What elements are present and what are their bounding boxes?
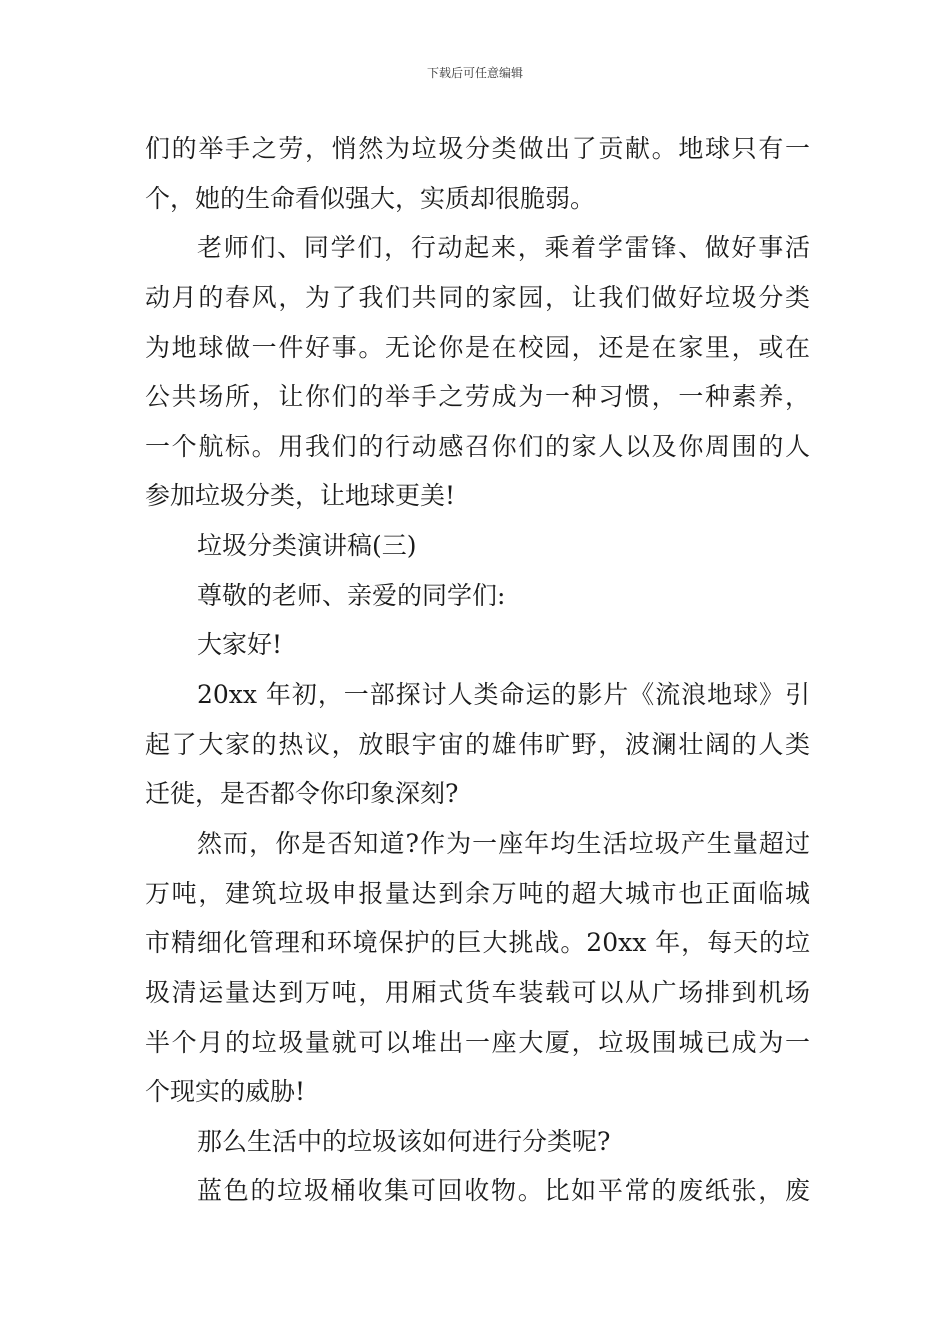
text-line: 们的举手之劳，悄然为垃圾分类做出了贡献。地球只有一 bbox=[145, 134, 810, 163]
text-line: 市精细化管理和环境保护的巨大挑战。20xx 年，每天的垃 bbox=[145, 928, 810, 958]
text-line: 那么生活中的垃圾该如何进行分类呢? bbox=[197, 1126, 611, 1156]
text-line: 20xx 年初，一部探讨人类命运的影片《流浪地球》引 bbox=[197, 680, 810, 710]
text-line: 蓝色的垃圾桶收集可回收物。比如平常的废纸张，废 bbox=[197, 1176, 810, 1206]
text-line: 参加垃圾分类，让地球更美! bbox=[145, 481, 456, 511]
text-line: 老师们、同学们，行动起来，乘着学雷锋、做好事活 bbox=[197, 233, 810, 263]
text-line: 迁徙，是否都令你印象深刻? bbox=[145, 779, 459, 809]
text-line: 圾清运量达到万吨，用厢式货车装载可以从广场排到机场 bbox=[145, 977, 810, 1007]
text-line: 半个月的垃圾量就可以堆出一座大厦，垃圾围城已成为一 bbox=[145, 1027, 810, 1057]
greeting: 大家好! bbox=[197, 630, 283, 660]
text-line: 为地球做一件好事。无论你是在校园，还是在家里，或在 bbox=[145, 332, 810, 362]
text-line: 动月的春风，为了我们共同的家园，让我们做好垃圾分类 bbox=[145, 282, 810, 312]
text-line: 个，她的生命看似强大，实质却很脆弱。 bbox=[145, 183, 596, 213]
text-line: 公共场所，让你们的举手之劳成为一种习惯，一种素养， bbox=[145, 382, 810, 412]
text-line: 起了大家的热议，放眼宇宙的雄伟旷野，波澜壮阔的人类 bbox=[145, 729, 810, 759]
text-line: 万吨，建筑垃圾申报量达到余万吨的超大城市也正面临城 bbox=[145, 878, 810, 908]
salutation: 尊敬的老师、亲爱的同学们: bbox=[197, 580, 506, 610]
text-line: 一个航标。用我们的行动感召你们的家人以及你周围的人 bbox=[145, 431, 810, 461]
page-header-note: 下载后可任意编辑 bbox=[426, 66, 523, 80]
text-line: 然而，你是否知道?作为一座年均生活垃圾产生量超过 bbox=[197, 828, 810, 858]
text-line: 个现实的威胁! bbox=[145, 1077, 306, 1107]
section-title: 垃圾分类演讲稿(三) bbox=[197, 531, 417, 561]
document-body bbox=[145, 124, 810, 1216]
